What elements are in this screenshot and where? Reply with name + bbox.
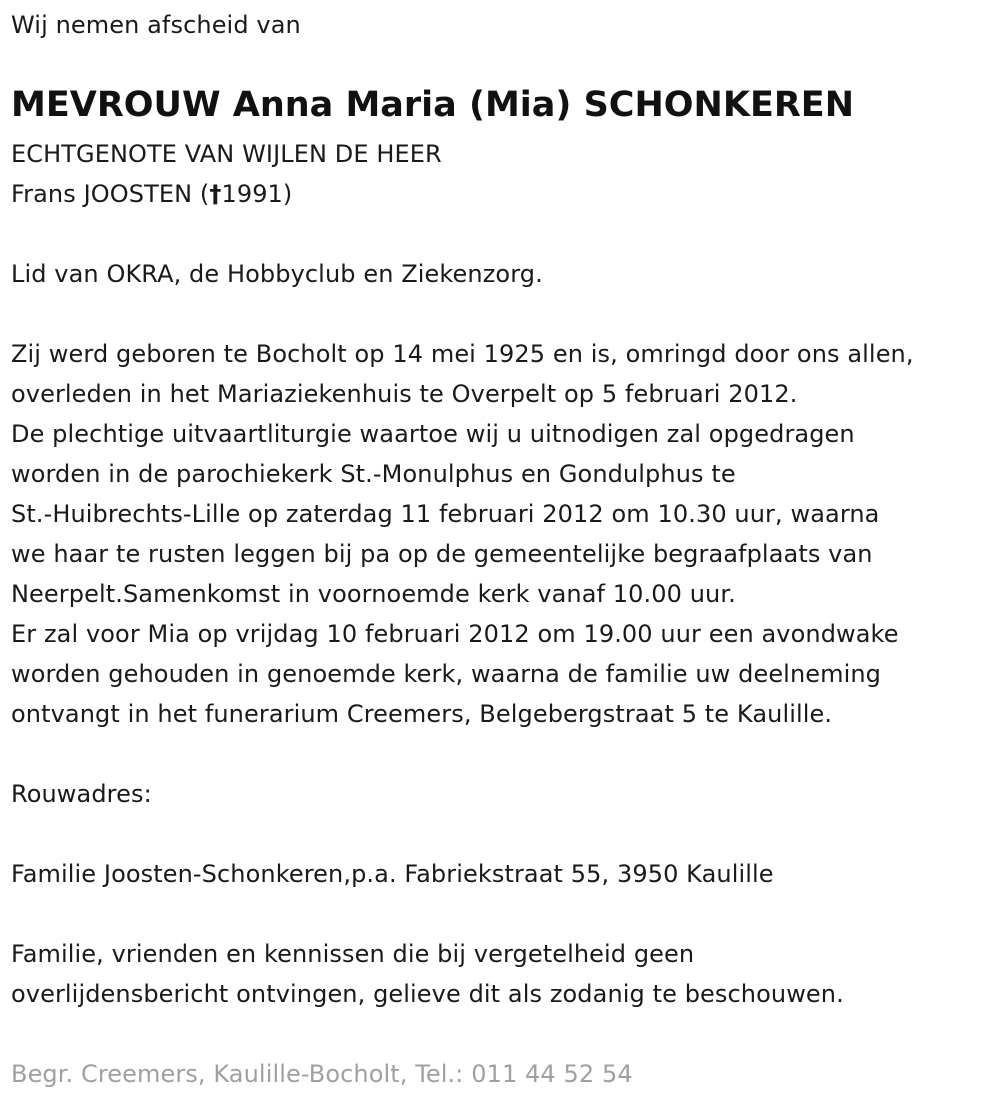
body-line: overleden in het Mariaziekenhuis te Overpelt op 5 februari 2012. [11,380,798,408]
spouse-suffix: 1991) [221,180,293,208]
funeral-home-footer: Begr. Creemers, Kaulille-Bocholt, Tel.: 011 44 52 54 [11,1060,633,1088]
spouse-prefix: Frans JOOSTEN ( [11,180,210,208]
address-label: Rouwadres: [11,780,152,808]
memberships-text: Lid van OKRA, de Hobbyclub en Ziekenzorg. [11,260,543,288]
body-line: Zij werd geboren te Bocholt op 14 mei 1925 en is, omringd door ons allen, [11,340,914,368]
body-line: worden gehouden in genoemde kerk, waarna de familie uw deelneming [11,660,882,688]
spouse-line [11,174,292,214]
body-line: worden in de parochiekerk St.-Monulphus en Gondulphus te [11,460,736,488]
intro-text: Wij nemen afscheid van [11,11,301,39]
body-line: Neerpelt.Samenkomst in voornoemde kerk vanaf 10.00 uur. [11,580,736,608]
notice-line: Familie, vrienden en kennissen die bij vergetelheid geen [11,940,695,968]
body-line: Er zal voor Mia op vrijdag 10 februari 2012 om 19.00 uur een avondwake [11,620,899,648]
body-line: De plechtige uitvaartliturgie waartoe wij u uitnodigen zal opgedragen [11,420,855,448]
spouse-title: ECHTGENOTE VAN WIJLEN DE HEER [11,140,442,168]
deceased-name: MEVROUW Anna Maria (Mia) SCHONKEREN [11,85,855,125]
body-line: we haar te rusten leggen bij pa op de gemeentelijke begraafplaats van [11,540,873,568]
cross-icon: † [209,180,222,208]
body-line: St.-Huibrechts-Lille op zaterdag 11 februari 2012 om 10.30 uur, waarna [11,500,880,528]
notice-line: overlijdensbericht ontvingen, gelieve dit als zodanig te beschouwen. [11,980,844,1008]
address-text: Familie Joosten-Schonkeren,p.a. Fabriekstraat 55, 3950 Kaulille [11,860,774,888]
body-line: ontvangt in het funerarium Creemers, Belgebergstraat 5 te Kaulille. [11,700,833,728]
